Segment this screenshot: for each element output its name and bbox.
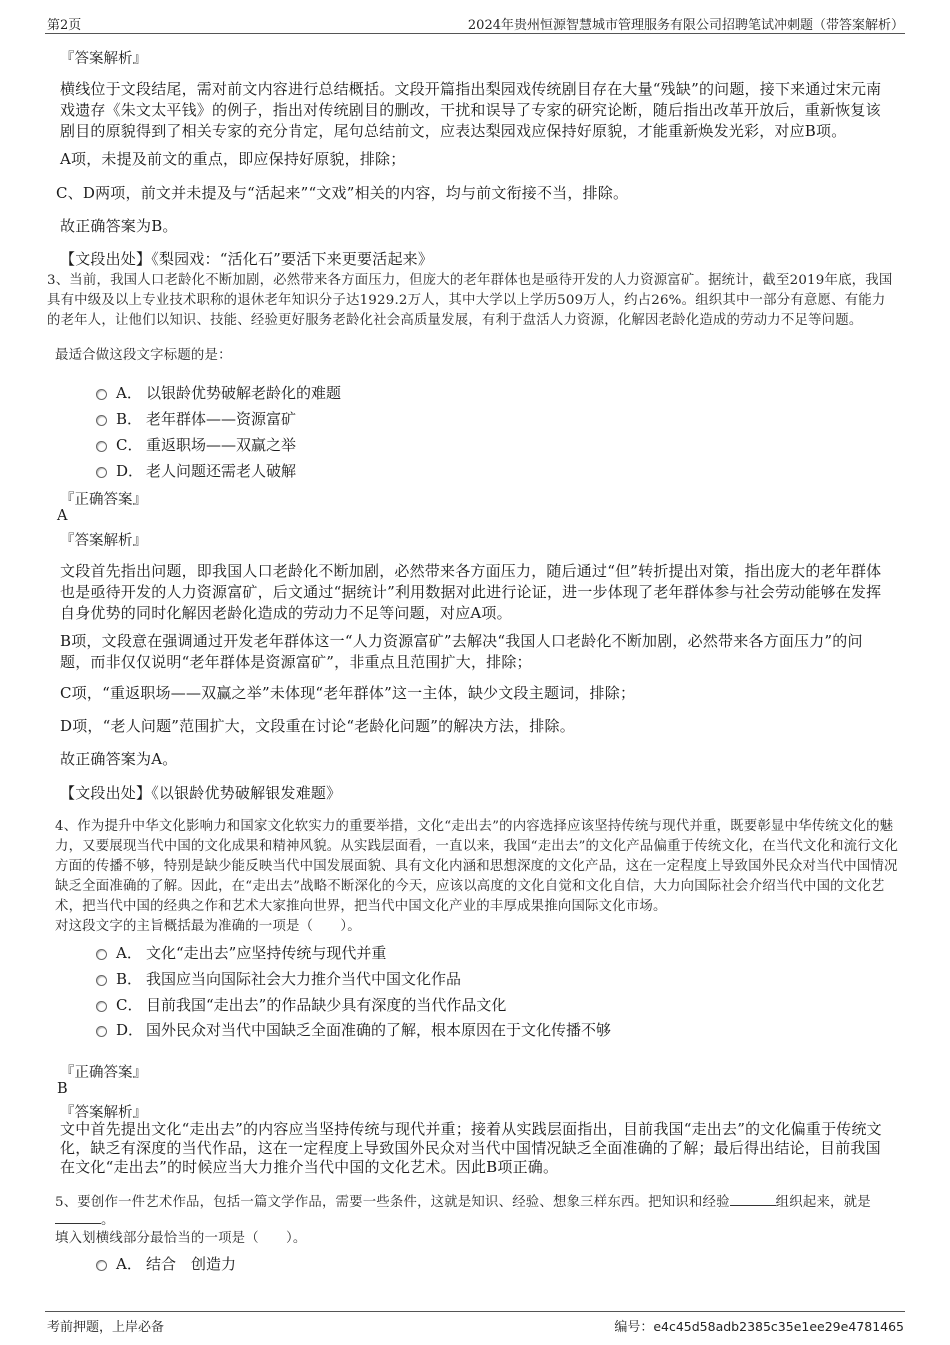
radio-icon[interactable] [96,441,107,452]
analysis-label: 『答案解析』 [60,533,147,549]
analysis-conclusion: 故正确答案为A。 [60,750,178,768]
analysis-conclusion: 故正确答案为B。 [60,217,178,235]
document-title: 2024年贵州恒源智慧城市管理服务有限公司招聘笔试冲刺题（带答案解析） [467,18,904,33]
radio-icon[interactable] [96,1001,107,1012]
radio-icon[interactable] [96,415,107,426]
analysis-option-d: D项，“老人问题”范围扩大，文段重在讨论“老龄化问题”的解决方法，排除。 [60,717,575,735]
document-code: 编号：e4c45d58adb2385c35e1ee29e4781465 [614,1319,904,1335]
answer-label: 『正确答案』 [60,492,147,508]
analysis-option-b: B项，文段意在强调通过开发老年群体这一“人力资源富矿”去解决“我国人口老龄化不断加剧，必然带来各方面压力”的问题，而非仅仅说明“老年群体是资源富矿”，非重点且范围扩大，排除； [60,632,863,671]
option-a[interactable]: A． 以银龄优势破解老龄化的难题 [96,381,341,403]
fill-blank-2[interactable] [55,1209,101,1224]
answer-value: B [57,1081,68,1097]
source-citation: 【文段出处】《以银龄优势破解银发难题》 [60,784,342,802]
analysis-option-c: C项，“重返职场——双赢之举”未体现“老年群体”这一主体，缺少文段主题词，排除； [60,684,636,702]
analysis-paragraph: 文段首先指出问题，即我国人口老龄化不断加剧，必然带来各方面压力，随后通过“但”转折提出对策，指出庞大的老年群体也是亟待开发的人力资源富矿，后文通过“据统计”利用数据对此进行论证，进一步体现了老年群体参与社会劳动能够在发挥自身优势的同时化解因老龄化造成的劳动力不足等问题，对应A项。 [60,562,882,622]
option-a[interactable]: A． 结合 创造力 [96,1252,236,1274]
option-b[interactable]: B． 老年群体——资源富矿 [96,407,296,429]
page-number: 第2页 [47,18,82,33]
option-d[interactable]: D． 老人问题还需老人破解 [96,459,296,481]
analysis-label: 『答案解析』 [60,51,147,67]
radio-icon[interactable] [96,467,107,478]
analysis-option-cd: C、D两项，前文并未提及与“活起来”“文戏”相关的内容，均与前文衔接不当，排除。 [56,184,629,202]
question-prompt: 填入划横线部分最恰当的一项是（ ）。 [55,1231,307,1246]
question-stem: 5、要创作一件艺术作品，包括一篇文学作品，需要一些条件，这就是知识、经验、想象三样东西。把知识和经验 组织起来，就是 [55,1191,899,1213]
answer-value: A [57,508,68,524]
option-a[interactable]: A． 文化“走出去”应坚持传统与现代并重 [96,941,386,963]
footer-rule [45,1311,905,1312]
radio-icon[interactable] [96,389,107,400]
radio-icon[interactable] [96,1260,107,1271]
option-d[interactable]: D． 国外民众对当代中国缺乏全面准确的了解，根本原因在于文化传播不够 [96,1018,611,1040]
analysis-paragraph: 横线位于文段结尾，需对前文内容进行总结概括。文段开篇指出梨园戏传统剧目存在大量“残缺”的问题，接下来通过宋元南戏遗存《朱文太平钱》的例子，指出对传统剧目的删改，干扰和误导了专家的研究论断，随后指出改革开放后，重新恢复该剧目的原貌得到了相关专家的充分肯定，尾句总结前文，应表达梨园戏应保持好原貌，才能重新焕发光彩，对应B项。 [60,80,882,140]
question-prompt: 最适合做这段文字标题的是： [55,348,232,363]
question-stem-continued: 。 [55,1209,115,1231]
option-b[interactable]: B． 我国应当向国际社会大力推介当代中国文化作品 [96,967,461,989]
radio-icon[interactable] [96,1026,107,1037]
answer-label: 『正确答案』 [60,1065,147,1081]
source-citation: 【文段出处】《梨园戏：“活化石”要活下来更要活起来》 [60,250,434,268]
radio-icon[interactable] [96,949,107,960]
footer-slogan: 考前押题，上岸必备 [47,1320,165,1335]
analysis-label: 『答案解析』 [60,1105,147,1121]
question-prompt: 对这段文字的主旨概括最为准确的一项是（ ）。 [55,919,361,934]
option-c[interactable]: C． 目前我国“走出去”的作品缺少具有深度的当代作品文化 [96,993,506,1015]
question-stem: 3、当前，我国人口老龄化不断加剧，必然带来各方面压力，但庞大的老年群体也是亟待开发的人力资源富矿。据统计，截至2019年底，我国具有中级及以上专业技术职称的退休老年知识分子达1929.2万人，其中大学以上学历509万人，约占26%。组织其中一部分有意愿、有能力的老年人，让他们以知识、技能、经验更好服务老龄化社会高质量发展，有利于盘活人力资源，化解因老龄化造成的劳动力不足等问题。 [47,273,893,328]
analysis-paragraph: 文中首先提出文化“走出去”的内容应当坚持传统与现代并重；接着从实践层面指出，目前我国“走出去”的文化偏重于传统文化，缺乏有深度的当代作品，这在一定程度上导致国外民众对当代中国情况缺乏全面准确的了解；最后得出结论，目前我国在文化“走出去”的时候应当大力推介当代中国的文化艺术。因此B项正确。 [60,1120,882,1176]
question-stem: 4、作为提升中华文化影响力和国家文化软实力的重要举措，文化“走出去”的内容选择应该坚持传统与现代并重，既要彰显中华传统文化的魅力，又要展现当代中国的文化成果和精神风貌。从实践层面看，一直以来，我国“走出去”的文化产品偏重于传统文化，在当代文化和流行文化方面的传播不够，特别是缺少能反映当代中国发展面貌、具有文化内涵和思想深度的文化产品，这在一定程度上导致国外民众对当代中国情况缺乏全面准确的了解。因此，在“走出去”战略不断深化的今天，应该以高度的文化自觉和文化自信，大力向国际社会介绍当代中国的文化艺术，把当代中国的经典之作和艺术大家推向世界，把当代中国文化产业的丰厚成果推向国际文化市场。 [55,819,899,914]
radio-icon[interactable] [96,975,107,986]
option-c[interactable]: C． 重返职场——双赢之举 [96,433,296,455]
fill-blank-1[interactable] [730,1191,776,1206]
analysis-option-a: A项，未提及前文的重点，即应保持好原貌，排除； [60,150,406,168]
header-rule [45,33,905,34]
